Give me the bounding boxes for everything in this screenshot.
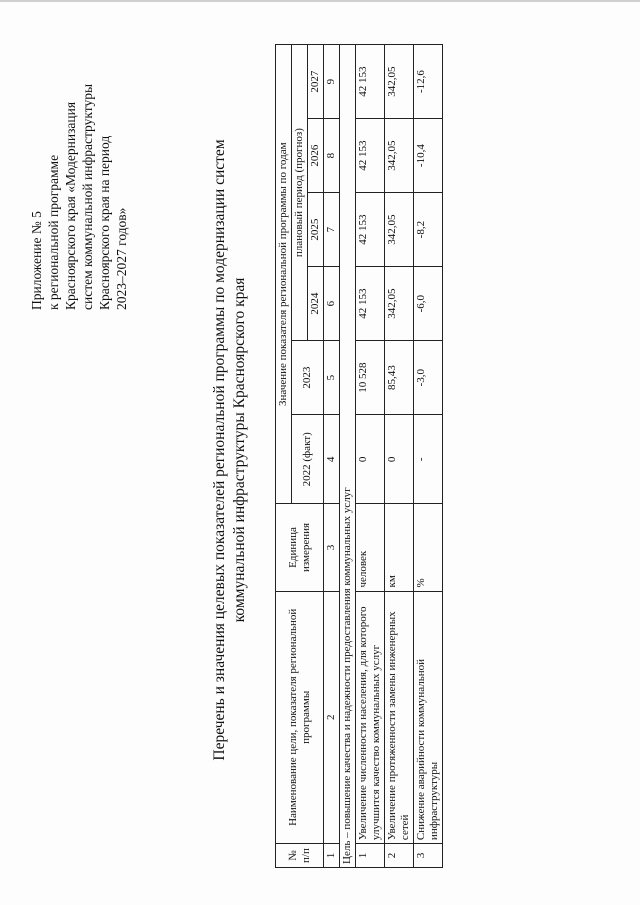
row-unit: км — [385, 504, 414, 591]
row-name: Увеличение протяженности замены инженерных сетей — [385, 591, 414, 844]
row-fact: 0 — [356, 415, 385, 504]
header-2027: 2027 — [308, 45, 324, 119]
header-unit: Единица измерения — [276, 504, 324, 591]
header-name: Наименование цели, показателя региональной программы — [276, 591, 324, 844]
col-number: 1 — [324, 844, 340, 868]
header-plan-group: плановый период (прогноз) — [292, 45, 308, 341]
row-2024: -6,0 — [414, 267, 443, 341]
header-2026: 2026 — [308, 119, 324, 193]
row-name: Увеличение численности населения, для которого улучшится качество коммунальных услуг — [356, 591, 385, 844]
header-2025: 2025 — [308, 193, 324, 267]
goal-text: Цель – повышение качества и надежности предоставления коммунальных услуг — [340, 45, 356, 868]
row-name: Снижение аварийности коммунальной инфраструктуры — [414, 591, 443, 844]
row-2026: 342,05 — [385, 119, 414, 193]
appendix-line: Красноярского края «Модернизация — [63, 101, 78, 310]
numbering-row — [324, 45, 340, 868]
row-2025: 42 153 — [356, 193, 385, 267]
row-fact: 0 — [385, 415, 414, 504]
row-num: 1 — [356, 844, 385, 868]
title-line: Перечень и значения целевых показателей региональной программы по модернизации систем — [211, 139, 228, 761]
table-row — [385, 45, 414, 868]
row-2025: -8,2 — [414, 193, 443, 267]
row-2025: 342,05 — [385, 193, 414, 267]
appendix-header — [28, 10, 130, 310]
row-2026: -10,4 — [414, 119, 443, 193]
col-number: 2 — [324, 591, 340, 844]
appendix-line: 2023–2027 годов» — [114, 207, 129, 310]
header-row — [276, 45, 292, 868]
row-2024: 42 153 — [356, 267, 385, 341]
col-number: 9 — [324, 45, 340, 119]
row-unit: % — [414, 504, 443, 591]
header-num: № п/п — [276, 844, 324, 868]
header-2023: 2023 — [292, 341, 324, 415]
col-number: 4 — [324, 415, 340, 504]
row-num: 2 — [385, 844, 414, 868]
appendix-line: к региональной программе — [46, 154, 61, 310]
document-title — [210, 20, 250, 880]
row-2027: 42 153 — [356, 45, 385, 119]
table-row — [414, 45, 443, 868]
header-values-group: Значение показателя региональной программы по годам — [276, 45, 292, 504]
table-row — [356, 45, 385, 868]
col-number: 8 — [324, 119, 340, 193]
row-2027: 342,05 — [385, 45, 414, 119]
row-2027: -12,6 — [414, 45, 443, 119]
col-number: 3 — [324, 504, 340, 591]
row-2023: -3,0 — [414, 341, 443, 415]
title-line: коммунальной инфраструктуры Красноярского края — [231, 277, 248, 623]
col-number: 6 — [324, 267, 340, 341]
rotated-content — [20, 20, 620, 880]
header-fact: 2022 (факт) — [292, 415, 324, 504]
row-2026: 42 153 — [356, 119, 385, 193]
appendix-line: систем коммунальной инфраструктуры — [80, 83, 95, 310]
goal-row — [340, 45, 356, 868]
appendix-line: Приложение № 5 — [29, 211, 44, 310]
row-num: 3 — [414, 844, 443, 868]
row-2023: 85,43 — [385, 341, 414, 415]
header-2024: 2024 — [308, 267, 324, 341]
appendix-line: Красноярского края на период — [97, 135, 112, 310]
row-fact: - — [414, 415, 443, 504]
row-2023: 10 528 — [356, 341, 385, 415]
page-edge — [0, 0, 640, 2]
row-2024: 342,05 — [385, 267, 414, 341]
indicators-table — [275, 44, 443, 868]
col-number: 7 — [324, 193, 340, 267]
col-number: 5 — [324, 341, 340, 415]
row-unit: человек — [356, 504, 385, 591]
